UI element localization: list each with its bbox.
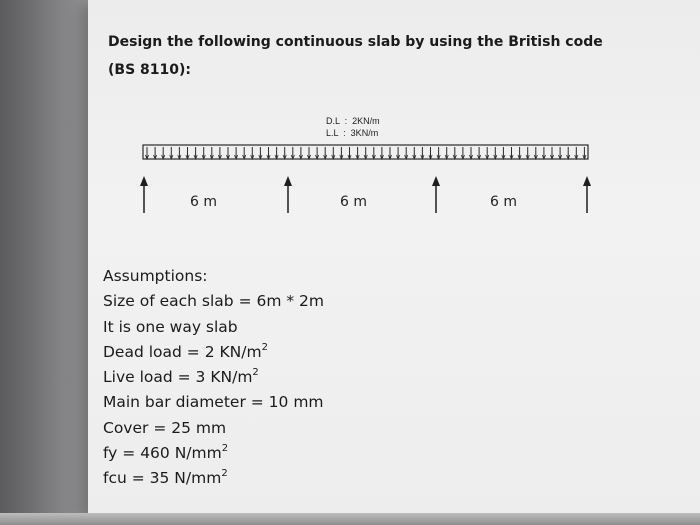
assumption-item: Size of each slab = 6m * 2m	[103, 292, 325, 311]
assumption-item: fy = 460 $N/mm^2$	[103, 443, 229, 463]
span-1-label: 6 m	[190, 194, 217, 210]
support-arrow-head	[432, 176, 440, 186]
span-3-label: 6 m	[490, 194, 517, 210]
assumptions-list	[103, 264, 324, 492]
assumption-item: Live load = 3 $KN/m^2$	[103, 367, 259, 387]
title-line-2: (BS 8110):	[108, 62, 191, 78]
support-arrow-head	[284, 176, 292, 186]
assumptions-heading: Assumptions:	[103, 267, 208, 285]
support-arrow-head	[583, 176, 591, 186]
assumption-item: Dead load = 2 $KN/m^2$	[103, 341, 268, 361]
dead-load-label: D.L : 2KN/m	[326, 116, 380, 126]
title-line-1: Design the following continuous slab by using the British code	[108, 34, 603, 50]
assumption-item: fcu = 35 $N/mm^2$	[103, 468, 228, 488]
assumption-item: Cover = 25 mm	[103, 418, 227, 437]
support-arrow-head	[140, 176, 148, 186]
live-load-label: L.L : 3KN/m	[326, 128, 379, 138]
assumption-item: It is one way slab	[103, 317, 238, 336]
span-2-label: 6 m	[340, 194, 367, 210]
load-arrows	[145, 147, 586, 159]
assumption-item: Main bar diameter = 10 mm	[103, 393, 324, 412]
